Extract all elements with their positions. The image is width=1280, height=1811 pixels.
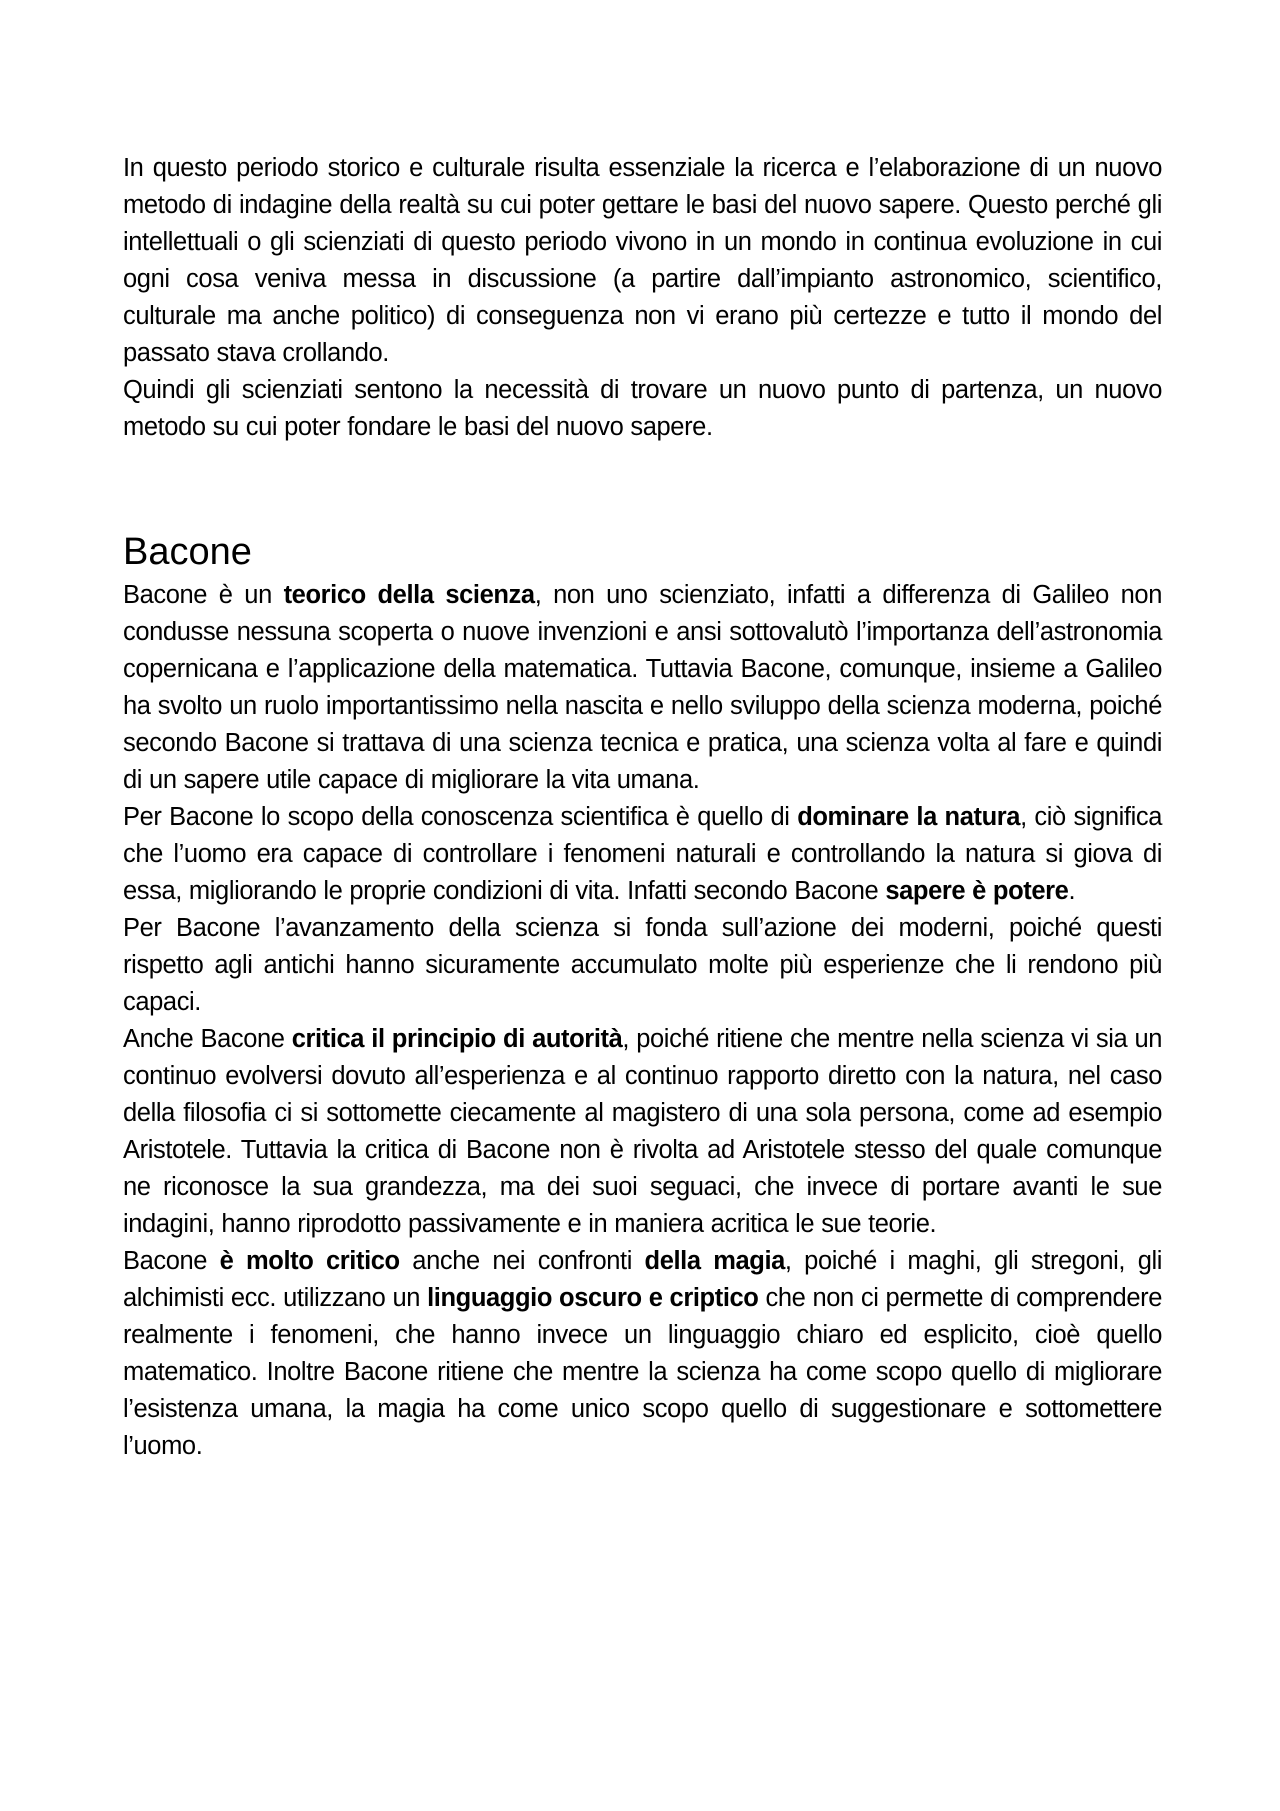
text-run: Bacone [123, 1247, 220, 1275]
text-run: Per Bacone l’avanzamento della scienza si fonda sull’azione dei moderni, poiché questi rispetto agli antichi hanno sicuramente accumulato molte più esperienze che li rendono più capaci. [123, 914, 1162, 1016]
text-run: Per Bacone lo scopo della conoscenza scientifica è quello di [123, 803, 798, 831]
bold-text-run: della magia [644, 1247, 785, 1275]
bold-text-run: dominare la natura [797, 803, 1021, 831]
bold-text-run: critica il principio di autorità [291, 1025, 623, 1053]
text-run: Bacone è un [123, 581, 284, 609]
document-page [123, 150, 1162, 1465]
text-run: Anche Bacone [123, 1025, 292, 1053]
bacone-paragraph-2 [123, 799, 1162, 910]
section-heading: Bacone [123, 531, 252, 573]
bacone-section [123, 530, 1162, 1465]
intro-paragraph-1: In questo periodo storico e culturale risulta essenziale la ricerca e l’elaborazione di un nuovo metodo di indagine della realtà su cui poter gettare le basi del nuovo sapere. Questo perché gli intellettuali o gli scienziati di questo periodo vivono in un mondo in continua evoluzione in cui ogni cosa veniva messa in discussione (a partire dall’impianto astronomico, scientifico, culturale ma anche politico) di conseguenza non vi erano più certezze e tutto il mondo del passato stava crollando. [123, 154, 1162, 367]
intro-paragraph-2: Quindi gli scienziati sentono la necessità di trovare un nuovo punto di partenza, un nuovo metodo su cui poter fondare le basi del nuovo sapere. [123, 376, 1162, 441]
text-run: anche nei confronti [399, 1247, 645, 1275]
bold-text-run: sapere è potere [885, 877, 1069, 905]
text-run: , non uno scienziato, infatti a differenza di Galileo non condusse nessuna scoperta o nuove invenzioni e ansi sottovalutò l’importanza dell’astronomia copernicana e l’applicazione della matematica. Tuttavia Bacone, comunque, insieme a Galileo ha svolto un ruolo importantissimo nella nascita e nello sviluppo della scienza moderna, poiché secondo Bacone si trattava di una scienza tecnica e pratica, una scienza volta al fare e quindi di un sapere utile capace di migliorare la vita umana. [123, 581, 1162, 794]
text-run: , poiché i maghi, gli stregoni, gli alchimisti ecc. utilizzano un [123, 1247, 1163, 1312]
bacone-paragraph-3 [123, 910, 1162, 1021]
bacone-paragraph-1 [123, 577, 1162, 799]
text-run: , poiché ritiene che mentre nella scienza vi sia un continuo evolversi dovuto all’esperienza e al continuo rapporto diretto con la natura, nel caso della filosofia ci si sottomette ciecamente al magistero di una sola persona, come ad esempio Aristotele. Tuttavia la critica di Bacone non è rivolta ad Aristotele stesso del quale comunque ne riconosce la sua grandezza, ma dei suoi seguaci, che invece di portare avanti le sue indagini, hanno riprodotto passivamente e in maniera acritica le sue teorie. [123, 1025, 1163, 1238]
text-run: . [1068, 877, 1076, 905]
intro-section [123, 150, 1162, 446]
bacone-paragraph-5 [123, 1243, 1162, 1465]
bold-text-run: è molto critico [219, 1247, 400, 1275]
bold-text-run: linguaggio oscuro e criptico [427, 1284, 759, 1312]
text-run: che non ci permette di comprendere realmente i fenomeni, che hanno invece un linguaggio chiaro ed esplicito, cioè quello matematico. Inoltre Bacone ritiene che mentre la scienza ha come scopo quello di migliorare l’esistenza umana, la magia ha come unico scopo quello di suggestionare e sottomettere l’uomo. [123, 1284, 1162, 1460]
bold-text-run: teorico della scienza [283, 581, 535, 609]
bacone-paragraph-4 [123, 1021, 1162, 1243]
text-run: , ciò significa che l’uomo era capace di controllare i fenomeni naturali e controllando la natura si giova di essa, migliorando le proprie condizioni di vita. Infatti secondo Bacone [123, 803, 1163, 905]
